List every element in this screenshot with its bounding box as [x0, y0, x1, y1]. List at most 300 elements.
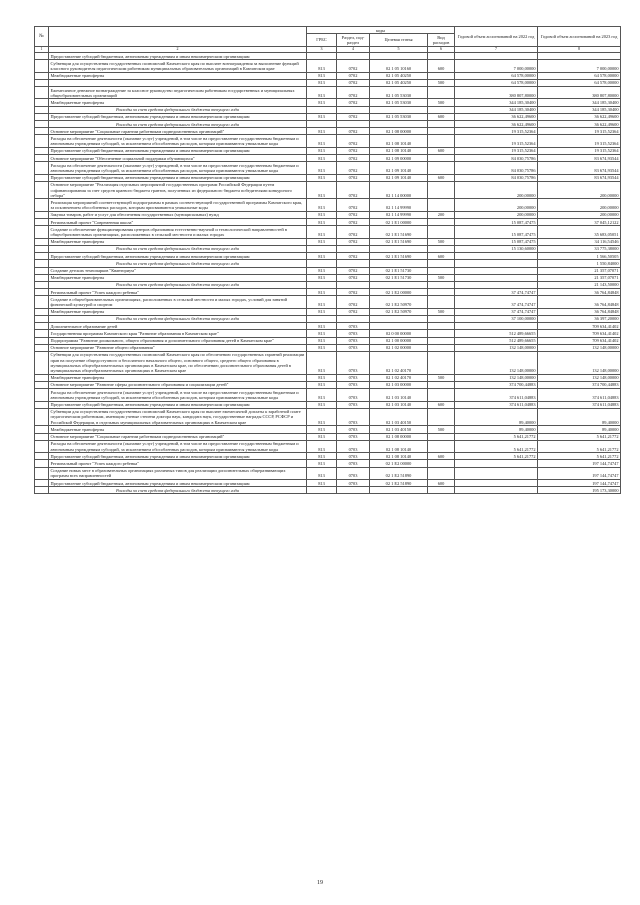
- row-grbs-cell: 813: [307, 238, 337, 245]
- row-no-cell: [35, 344, 49, 351]
- row-vr-cell: [428, 289, 455, 296]
- row-razdel-cell: 0702: [337, 99, 370, 106]
- row-sum-2022-cell: 7 000,00000: [455, 60, 538, 72]
- row-grbs-cell: 813: [307, 79, 337, 86]
- row-sum-2022-cell: 15 130,60000: [455, 245, 538, 252]
- row-razdel-cell: 0702: [337, 199, 370, 211]
- row-vr-cell: [428, 460, 455, 467]
- row-csr-cell: 02 1 05 10160: [370, 60, 428, 72]
- table-row: [35, 460, 621, 467]
- row-grbs-cell: 813: [307, 174, 337, 181]
- row-vr-cell: [428, 281, 455, 288]
- row-vr-cell: [428, 245, 455, 252]
- row-grbs-cell: 813: [307, 330, 337, 337]
- table-row: [35, 211, 621, 218]
- row-sum-2022-cell: 84 030,75786: [455, 162, 538, 174]
- row-vr-cell: 500: [428, 374, 455, 381]
- row-sum-2022-cell: [455, 53, 538, 60]
- row-razdel-cell: 0703: [337, 389, 370, 401]
- row-vr-cell: [428, 72, 455, 79]
- row-no-cell: [35, 199, 49, 211]
- row-grbs-cell: 813: [307, 381, 337, 388]
- row-sum-2022-cell: 19 315,52364: [455, 128, 538, 135]
- row-sum-2023-cell: 89,40000: [538, 408, 621, 426]
- row-grbs-cell: [307, 106, 337, 113]
- row-sum-2023-cell: 21 143,50000: [538, 281, 621, 288]
- row-sum-2023-cell: 374 611,04883: [538, 389, 621, 401]
- row-no-cell: [35, 60, 49, 72]
- row-sum-2022-cell: 374 611,04883: [455, 401, 538, 408]
- row-csr-cell: 02 1 E1 00000: [370, 219, 428, 226]
- table-row-subtotal: [35, 260, 621, 267]
- row-name-cell: Расходы за счет средств федерального бюджета текущего года: [49, 281, 307, 288]
- row-sum-2023-cell: 83 674,93544: [538, 155, 621, 162]
- row-name-cell: Субвенции для осуществления государственных полномочий Камчатского края по выплате ежемесячной доплаты к заработной плате педагогическим работникам, имеющим ученые степени доктора наук, кандидата наук, государственные награды СССР, РСФСР и Российской Федерации, в отдельных муниципальных образовательных организациях в Камчатском крае: [49, 408, 307, 426]
- row-vr-cell: 500: [428, 308, 455, 315]
- row-grbs-cell: 813: [307, 344, 337, 351]
- row-no-cell: [35, 315, 49, 322]
- row-sum-2023-cell: 36 622,49600: [538, 113, 621, 120]
- row-name-cell: Создание в общеобразовательных организациях, расположенных в сельской местности и малых городах, условий для занятий физической культурой и спортом: [49, 296, 307, 308]
- table-row: [35, 426, 621, 433]
- row-sum-2023-cell: 132 148,00000: [538, 374, 621, 381]
- row-sum-2023-cell: 36 764,84848: [538, 308, 621, 315]
- row-razdel-cell: 0703: [337, 323, 370, 330]
- table-row: [35, 162, 621, 174]
- row-no-cell: [35, 128, 49, 135]
- row-csr-cell: 02 1 03 00000: [370, 381, 428, 388]
- index-cell: 4: [337, 46, 370, 52]
- row-grbs-cell: [307, 245, 337, 252]
- table-row: [35, 289, 621, 296]
- row-vr-cell: 600: [428, 147, 455, 154]
- row-csr-cell: 02 1 03 40150: [370, 426, 428, 433]
- row-razdel-cell: 0703: [337, 351, 370, 374]
- row-grbs-cell: 813: [307, 147, 337, 154]
- row-sum-2022-cell: 132 148,00000: [455, 344, 538, 351]
- row-razdel-cell: 0702: [337, 128, 370, 135]
- row-grbs-cell: 813: [307, 155, 337, 162]
- row-no-cell: [35, 260, 49, 267]
- table-row-subtotal: [35, 315, 621, 322]
- row-name-cell: Основное мероприятие "Развитие сферы дополнительного образования и социализации детей": [49, 381, 307, 388]
- row-sum-2023-cell: 19 315,52364: [538, 135, 621, 147]
- row-sum-2022-cell: 15 087,47475: [455, 238, 538, 245]
- row-no-cell: [35, 374, 49, 381]
- row-no-cell: [35, 389, 49, 401]
- row-vr-cell: [428, 181, 455, 199]
- row-name-cell: Расходы за счет средств федерального бюджета текущего года: [49, 245, 307, 252]
- row-no-cell: [35, 53, 49, 60]
- row-vr-cell: 500: [428, 238, 455, 245]
- row-csr-cell: [370, 260, 428, 267]
- table-row-subtotal: [35, 245, 621, 252]
- index-cell: 3: [307, 46, 337, 52]
- row-sum-2023-cell: 7 000,00000: [538, 60, 621, 72]
- row-razdel-cell: 0703: [337, 408, 370, 426]
- row-sum-2022-cell: [455, 267, 538, 274]
- row-grbs-cell: 813: [307, 296, 337, 308]
- table-row: [35, 219, 621, 226]
- row-razdel-cell: 0702: [337, 72, 370, 79]
- row-csr-cell: 02 1 E2 51890: [370, 480, 428, 487]
- row-sum-2022-cell: [455, 323, 538, 330]
- row-grbs-cell: 813: [307, 199, 337, 211]
- row-vr-cell: [428, 199, 455, 211]
- row-sum-2022-cell: 84 030,75786: [455, 174, 538, 181]
- row-sum-2022-cell: 37 474,74747: [455, 289, 538, 296]
- row-name-cell: Создание детских технопарков "Кванториум": [49, 267, 307, 274]
- row-no-cell: [35, 460, 49, 467]
- row-sum-2023-cell: 344 185,30400: [538, 106, 621, 113]
- table-row: [35, 453, 621, 460]
- row-name-cell: Предоставление субсидий бюджетным, автономным учреждениям и иным некоммерческим организациям: [49, 53, 307, 60]
- row-grbs-cell: 813: [307, 467, 337, 479]
- table-row: [35, 181, 621, 199]
- row-razdel-cell: 0702: [337, 226, 370, 238]
- row-grbs-cell: 813: [307, 374, 337, 381]
- row-no-cell: [35, 113, 49, 120]
- row-vr-cell: [428, 467, 455, 479]
- row-csr-cell: 02 1 09 10140: [370, 162, 428, 174]
- row-name-cell: Ежемесячное денежное вознаграждение за классное руководство педагогическим работникам государственных и муниципальных общеобразовательных организаций: [49, 87, 307, 99]
- row-csr-cell: 02 1 E2 50970: [370, 308, 428, 315]
- row-sum-2022-cell: 64 578,00000: [455, 72, 538, 79]
- table-row: [35, 53, 621, 60]
- row-name-cell: Предоставление субсидий бюджетным, автономным учреждениям и иным некоммерческим организациям: [49, 453, 307, 460]
- header-sum-2023: Годовой объем ассигнований на 2023 год: [538, 27, 621, 47]
- row-sum-2022-cell: 5 641,21772: [455, 433, 538, 440]
- row-razdel-cell: 0703: [337, 344, 370, 351]
- row-sum-2023-cell: 197 144,74747: [538, 480, 621, 487]
- table-row: [35, 296, 621, 308]
- row-csr-cell: [370, 323, 428, 330]
- row-vr-cell: [428, 128, 455, 135]
- row-grbs-cell: [307, 487, 337, 494]
- row-csr-cell: [370, 487, 428, 494]
- row-no-cell: [35, 72, 49, 79]
- row-razdel-cell: 0702: [337, 181, 370, 199]
- row-csr-cell: 02 1 E2 00000: [370, 289, 428, 296]
- row-sum-2023-cell: 89,40000: [538, 426, 621, 433]
- row-sum-2023-cell: 36 764,84848: [538, 289, 621, 296]
- row-grbs-cell: 813: [307, 389, 337, 401]
- row-grbs-cell: 813: [307, 60, 337, 72]
- row-sum-2023-cell: 64 578,00000: [538, 79, 621, 86]
- header-grbs: ГРБС: [307, 34, 337, 46]
- budget-table-sheet: [34, 26, 620, 494]
- table-row: [35, 128, 621, 135]
- row-razdel-cell: 0703: [337, 460, 370, 467]
- row-razdel-cell: 0702: [337, 60, 370, 72]
- row-grbs-cell: 813: [307, 401, 337, 408]
- table-row: [35, 480, 621, 487]
- row-grbs-cell: 813: [307, 480, 337, 487]
- row-name-cell: Реализация мероприятий соответствующей подпрограммы в рамках соответствующей государственной программы Камчатского края, за исключением обособленных расходов, которым присваиваются уникальные коды: [49, 199, 307, 211]
- table-row: [35, 467, 621, 479]
- row-sum-2022-cell: 200,00000: [455, 199, 538, 211]
- row-grbs-cell: 813: [307, 128, 337, 135]
- header-razdel: Раздел, под-раздел: [337, 34, 370, 46]
- row-razdel-cell: 0702: [337, 155, 370, 162]
- row-no-cell: [35, 433, 49, 440]
- row-grbs-cell: 813: [307, 135, 337, 147]
- row-name-cell: Предоставление субсидий бюджетным, автономным учреждениям и иным некоммерческим организациям: [49, 480, 307, 487]
- row-razdel-cell: 0703: [337, 467, 370, 479]
- row-sum-2022-cell: 374 700,44883: [455, 381, 538, 388]
- row-no-cell: [35, 323, 49, 330]
- row-grbs-cell: 813: [307, 181, 337, 199]
- table-header: [35, 27, 621, 53]
- table-row: [35, 174, 621, 181]
- row-sum-2022-cell: 19 315,52364: [455, 147, 538, 154]
- row-sum-2022-cell: 37 474,74747: [455, 296, 538, 308]
- table-row: [35, 351, 621, 374]
- row-sum-2022-cell: 36 622,49600: [455, 121, 538, 128]
- row-name-cell: Расходы на обеспечение деятельности (оказание услуг) учреждений, в том числе на предоставление государственным бюджетным и автономным учреждениям субсидий, за исключением обособленных расходов, которым присваиваются уникальные коды: [49, 162, 307, 174]
- row-sum-2022-cell: 89,40000: [455, 426, 538, 433]
- row-no-cell: [35, 147, 49, 154]
- row-csr-cell: 02 1 E1 51690: [370, 253, 428, 260]
- header-csr: Целевая статья: [370, 34, 428, 46]
- row-csr-cell: [370, 121, 428, 128]
- row-razdel-cell: 0703: [337, 433, 370, 440]
- row-razdel-cell: 0702: [337, 147, 370, 154]
- header-sum-2022: Годовой объем ассигнований на 2022 год: [455, 27, 538, 47]
- table-row: [35, 147, 621, 154]
- row-vr-cell: [428, 351, 455, 374]
- row-csr-cell: 02 1 08 00000: [370, 433, 428, 440]
- row-name-cell: Расходы за счет средств федерального бюджета текущего года: [49, 315, 307, 322]
- row-csr-cell: 02 1 E1 51690: [370, 238, 428, 245]
- row-name-cell: Предоставление субсидий бюджетным, автономным учреждениям и иным некоммерческим организациям: [49, 401, 307, 408]
- row-sum-2023-cell: 1 566,50505: [538, 253, 621, 260]
- row-razdel-cell: 0702: [337, 79, 370, 86]
- row-grbs-cell: 813: [307, 99, 337, 106]
- row-name-cell: Предоставление субсидий бюджетным, автономным учреждениям и иным некоммерческим организациям: [49, 174, 307, 181]
- row-razdel-cell: 0703: [337, 440, 370, 452]
- row-name-cell: Межбюджетные трансферты: [49, 426, 307, 433]
- row-sum-2023-cell: 200,00000: [538, 199, 621, 211]
- row-name-cell: Основное мероприятие "Социальные гарантии работникам подведомственных организаций": [49, 433, 307, 440]
- row-sum-2023-cell: 344 185,30400: [538, 99, 621, 106]
- table-row: [35, 389, 621, 401]
- row-razdel-cell: [337, 53, 370, 60]
- row-sum-2022-cell: [455, 253, 538, 260]
- row-name-cell: Расходы на обеспечение деятельности (оказание услуг) учреждений, в том числе на предоставление государственным бюджетным и автономным учреждениям субсидий, за исключением обособленных расходов, которым присваиваются уникальные коды: [49, 440, 307, 452]
- row-sum-2023-cell: 83 674,93544: [538, 162, 621, 174]
- index-cell: 1: [35, 46, 49, 52]
- row-sum-2023-cell: 19 315,52364: [538, 147, 621, 154]
- table-row: [35, 253, 621, 260]
- row-name-cell: Подпрограмма "Развитие дошкольного, общего образования и дополнительного образования детей в Камчатском крае": [49, 337, 307, 344]
- row-razdel-cell: 0702: [337, 219, 370, 226]
- row-sum-2023-cell: 1 550,84000: [538, 260, 621, 267]
- row-grbs-cell: 813: [307, 426, 337, 433]
- row-sum-2022-cell: 84 030,75786: [455, 155, 538, 162]
- row-name-cell: Межбюджетные трансферты: [49, 238, 307, 245]
- row-sum-2022-cell: 37 474,74747: [455, 308, 538, 315]
- row-csr-cell: 02 1 03 10140: [370, 401, 428, 408]
- row-vr-cell: [428, 121, 455, 128]
- row-grbs-cell: [307, 53, 337, 60]
- row-csr-cell: 02 1 02 00000: [370, 344, 428, 351]
- row-grbs-cell: 813: [307, 162, 337, 174]
- row-vr-cell: 600: [428, 401, 455, 408]
- row-no-cell: [35, 135, 49, 147]
- row-name-cell: Создание и обеспечение функционирования центров образования естественно-научной и технологической направленностей в общеобразовательных организациях, расположенных в сельской местности и малых городах: [49, 226, 307, 238]
- row-name-cell: Расходы за счет средств федерального бюджета текущего года: [49, 106, 307, 113]
- row-sum-2023-cell: 197 144,74747: [538, 460, 621, 467]
- row-razdel-cell: 0702: [337, 113, 370, 120]
- row-grbs-cell: 813: [307, 87, 337, 99]
- row-razdel-cell: [337, 487, 370, 494]
- row-razdel-cell: [337, 315, 370, 322]
- row-csr-cell: 02 1 08 10140: [370, 453, 428, 460]
- row-csr-cell: 02 1 14 99990: [370, 199, 428, 211]
- row-razdel-cell: 0702: [337, 296, 370, 308]
- row-no-cell: [35, 253, 49, 260]
- row-no-cell: [35, 181, 49, 199]
- row-grbs-cell: 813: [307, 253, 337, 260]
- row-no-cell: [35, 162, 49, 174]
- row-grbs-cell: 813: [307, 453, 337, 460]
- row-csr-cell: 02 1 08 10140: [370, 135, 428, 147]
- row-grbs-cell: [307, 315, 337, 322]
- row-vr-cell: 600: [428, 480, 455, 487]
- row-sum-2023-cell: 5 641,21772: [538, 453, 621, 460]
- row-vr-cell: [428, 408, 455, 426]
- row-grbs-cell: 813: [307, 226, 337, 238]
- row-vr-cell: [428, 487, 455, 494]
- row-sum-2023-cell: 200,00000: [538, 211, 621, 218]
- row-sum-2022-cell: 512 489,66655: [455, 337, 538, 344]
- row-no-cell: [35, 238, 49, 245]
- row-razdel-cell: 0702: [337, 274, 370, 281]
- row-grbs-cell: [307, 281, 337, 288]
- row-sum-2022-cell: 15 087,47475: [455, 226, 538, 238]
- row-sum-2022-cell: 36 622,49600: [455, 113, 538, 120]
- row-sum-2022-cell: 132 148,00000: [455, 374, 538, 381]
- row-grbs-cell: 813: [307, 308, 337, 315]
- row-no-cell: [35, 480, 49, 487]
- row-grbs-cell: 813: [307, 433, 337, 440]
- row-sum-2022-cell: 64 578,00000: [455, 79, 538, 86]
- row-no-cell: [35, 106, 49, 113]
- row-razdel-cell: 0702: [337, 87, 370, 99]
- row-vr-cell: 600: [428, 174, 455, 181]
- row-grbs-cell: 813: [307, 289, 337, 296]
- row-csr-cell: 02 1 E1 51730: [370, 274, 428, 281]
- row-vr-cell: 500: [428, 79, 455, 86]
- row-sum-2023-cell: 64 578,00000: [538, 72, 621, 79]
- table-row-subtotal: [35, 281, 621, 288]
- row-vr-cell: [428, 296, 455, 308]
- row-no-cell: [35, 330, 49, 337]
- row-sum-2023-cell: 200,00000: [538, 181, 621, 199]
- row-razdel-cell: 0702: [337, 135, 370, 147]
- row-sum-2022-cell: 200,00000: [455, 181, 538, 199]
- row-no-cell: [35, 211, 49, 218]
- row-sum-2023-cell: 380 807,80000: [538, 87, 621, 99]
- row-csr-cell: 02 1 08 10140: [370, 440, 428, 452]
- row-name-cell: Предоставление субсидий бюджетным, автономным учреждениям и иным некоммерческим организациям: [49, 253, 307, 260]
- row-vr-cell: [428, 315, 455, 322]
- row-sum-2023-cell: 34 116,54546: [538, 238, 621, 245]
- row-no-cell: [35, 401, 49, 408]
- row-vr-cell: [428, 219, 455, 226]
- row-name-cell: Расходы за счет средств федерального бюджета текущего года: [49, 487, 307, 494]
- row-sum-2023-cell: 36 622,49600: [538, 121, 621, 128]
- row-csr-cell: 02 1 05 40250: [370, 72, 428, 79]
- row-no-cell: [35, 289, 49, 296]
- row-vr-cell: [428, 135, 455, 147]
- row-sum-2022-cell: 37 100,00000: [455, 315, 538, 322]
- row-vr-cell: [428, 344, 455, 351]
- budget-table: [34, 26, 621, 494]
- row-no-cell: [35, 487, 49, 494]
- table-row: [35, 60, 621, 72]
- row-name-cell: Предоставление субсидий бюджетным, автономным учреждениям и иным некоммерческим организациям: [49, 147, 307, 154]
- row-grbs-cell: [307, 121, 337, 128]
- row-csr-cell: 02 1 05 53030: [370, 113, 428, 120]
- table-row: [35, 274, 621, 281]
- row-razdel-cell: 0703: [337, 330, 370, 337]
- row-vr-cell: 600: [428, 253, 455, 260]
- row-csr-cell: 02 1 08 10140: [370, 147, 428, 154]
- row-csr-cell: [370, 53, 428, 60]
- row-name-cell: Субвенции для осуществления государственных полномочий Камчатского края по обеспечению государственных гарантий реализации прав на получение общедоступного и бесплатного начального общего, основного общего, среднего общего образования в муниципальных общеобразовательных организациях в Камчатском крае, по обеспечению дополнительного образования детей в муниципальных общеобразовательных организациях в Камчатском крае: [49, 351, 307, 374]
- row-name-cell: Региональный проект "Успех каждого ребенка": [49, 289, 307, 296]
- row-sum-2022-cell: [455, 274, 538, 281]
- row-sum-2022-cell: 15 087,47475: [455, 219, 538, 226]
- row-vr-cell: [428, 267, 455, 274]
- row-name-cell: Межбюджетные трансферты: [49, 99, 307, 106]
- table-row: [35, 440, 621, 452]
- table-row: [35, 99, 621, 106]
- row-sum-2022-cell: 380 807,80000: [455, 87, 538, 99]
- row-no-cell: [35, 274, 49, 281]
- row-sum-2022-cell: [455, 281, 538, 288]
- row-sum-2022-cell: 344 185,30400: [455, 106, 538, 113]
- table-row-subtotal: [35, 106, 621, 113]
- row-no-cell: [35, 155, 49, 162]
- row-razdel-cell: 0703: [337, 337, 370, 344]
- row-sum-2023-cell: 33 775,38000: [538, 245, 621, 252]
- row-razdel-cell: 0702: [337, 174, 370, 181]
- row-razdel-cell: 0702: [337, 162, 370, 174]
- row-razdel-cell: 0703: [337, 426, 370, 433]
- row-sum-2023-cell: 21 357,07071: [538, 274, 621, 281]
- row-csr-cell: 02 1 14 00000: [370, 181, 428, 199]
- row-grbs-cell: 813: [307, 219, 337, 226]
- table-row: [35, 113, 621, 120]
- row-grbs-cell: 813: [307, 408, 337, 426]
- row-csr-cell: 02 1 E1 51730: [370, 267, 428, 274]
- row-name-cell: Основное мероприятие "Обеспечение социальной поддержки обучающихся": [49, 155, 307, 162]
- row-name-cell: Предоставление субсидий бюджетным, автономным учреждениям и иным некоммерческим организациям: [49, 113, 307, 120]
- row-sum-2022-cell: [455, 480, 538, 487]
- row-name-cell: Создание новых мест в образовательных организациях различных типов для реализации дополнительных общеразвивающих программ всех направленностей: [49, 467, 307, 479]
- row-vr-cell: 600: [428, 113, 455, 120]
- row-no-cell: [35, 121, 49, 128]
- table-row: [35, 408, 621, 426]
- row-sum-2023-cell: 374 700,44883: [538, 381, 621, 388]
- table-row: [35, 79, 621, 86]
- row-name-cell: Расходы за счет средств федерального бюджета текущего года: [49, 260, 307, 267]
- row-name-cell: Межбюджетные трансферты: [49, 308, 307, 315]
- row-name-cell: Основное мероприятие "Социальные гарантии работникам подведомственных организаций": [49, 128, 307, 135]
